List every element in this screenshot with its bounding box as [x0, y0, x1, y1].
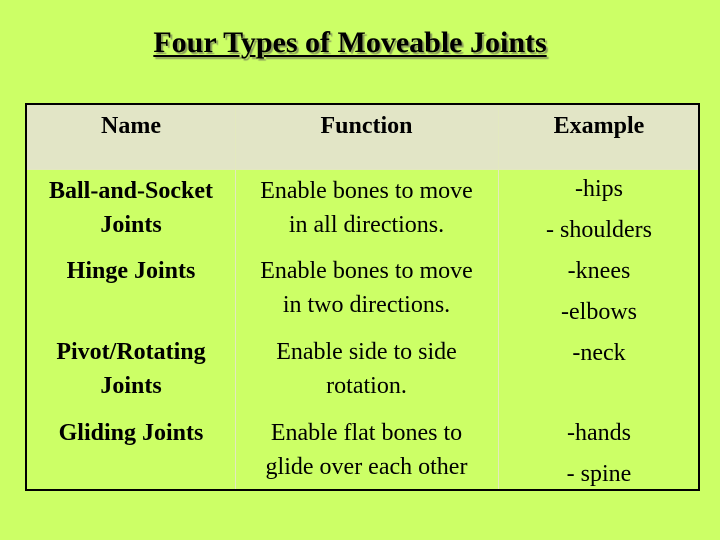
joints-table	[25, 103, 700, 491]
joint-name-pivot: Pivot/Rotating Joints	[56, 339, 206, 399]
example-item: -hands	[567, 420, 631, 446]
joint-name-ball-and-socket: Ball-and-Socket Joints	[48, 178, 213, 238]
example-item: - shoulders	[546, 217, 652, 243]
joint-function-pivot: Enable side to side rotation.	[276, 339, 457, 399]
joint-function-ball-and-socket: Enable bones to move in all directions.	[260, 178, 473, 238]
joint-function-hinge: Enable bones to move in two directions.	[260, 258, 473, 318]
example-item: -elbows	[561, 299, 637, 325]
header-function: Function	[320, 113, 413, 139]
example-item: -neck	[572, 340, 626, 366]
examples-group-2	[498, 413, 700, 495]
joint-name-hinge: Hinge Joints	[66, 258, 196, 284]
example-item: -knees	[567, 258, 631, 284]
header-example: Example	[553, 113, 645, 139]
joint-function-gliding: Enable flat bones to glide over each other	[265, 420, 468, 480]
examples-group-1	[498, 169, 700, 374]
header-name: Name	[101, 113, 161, 139]
joint-name-gliding: Gliding Joints	[58, 420, 204, 446]
example-item: -hips	[575, 176, 623, 202]
page-title: Four Types of Moveable Joints	[153, 26, 547, 59]
example-item: - spine	[566, 461, 632, 487]
